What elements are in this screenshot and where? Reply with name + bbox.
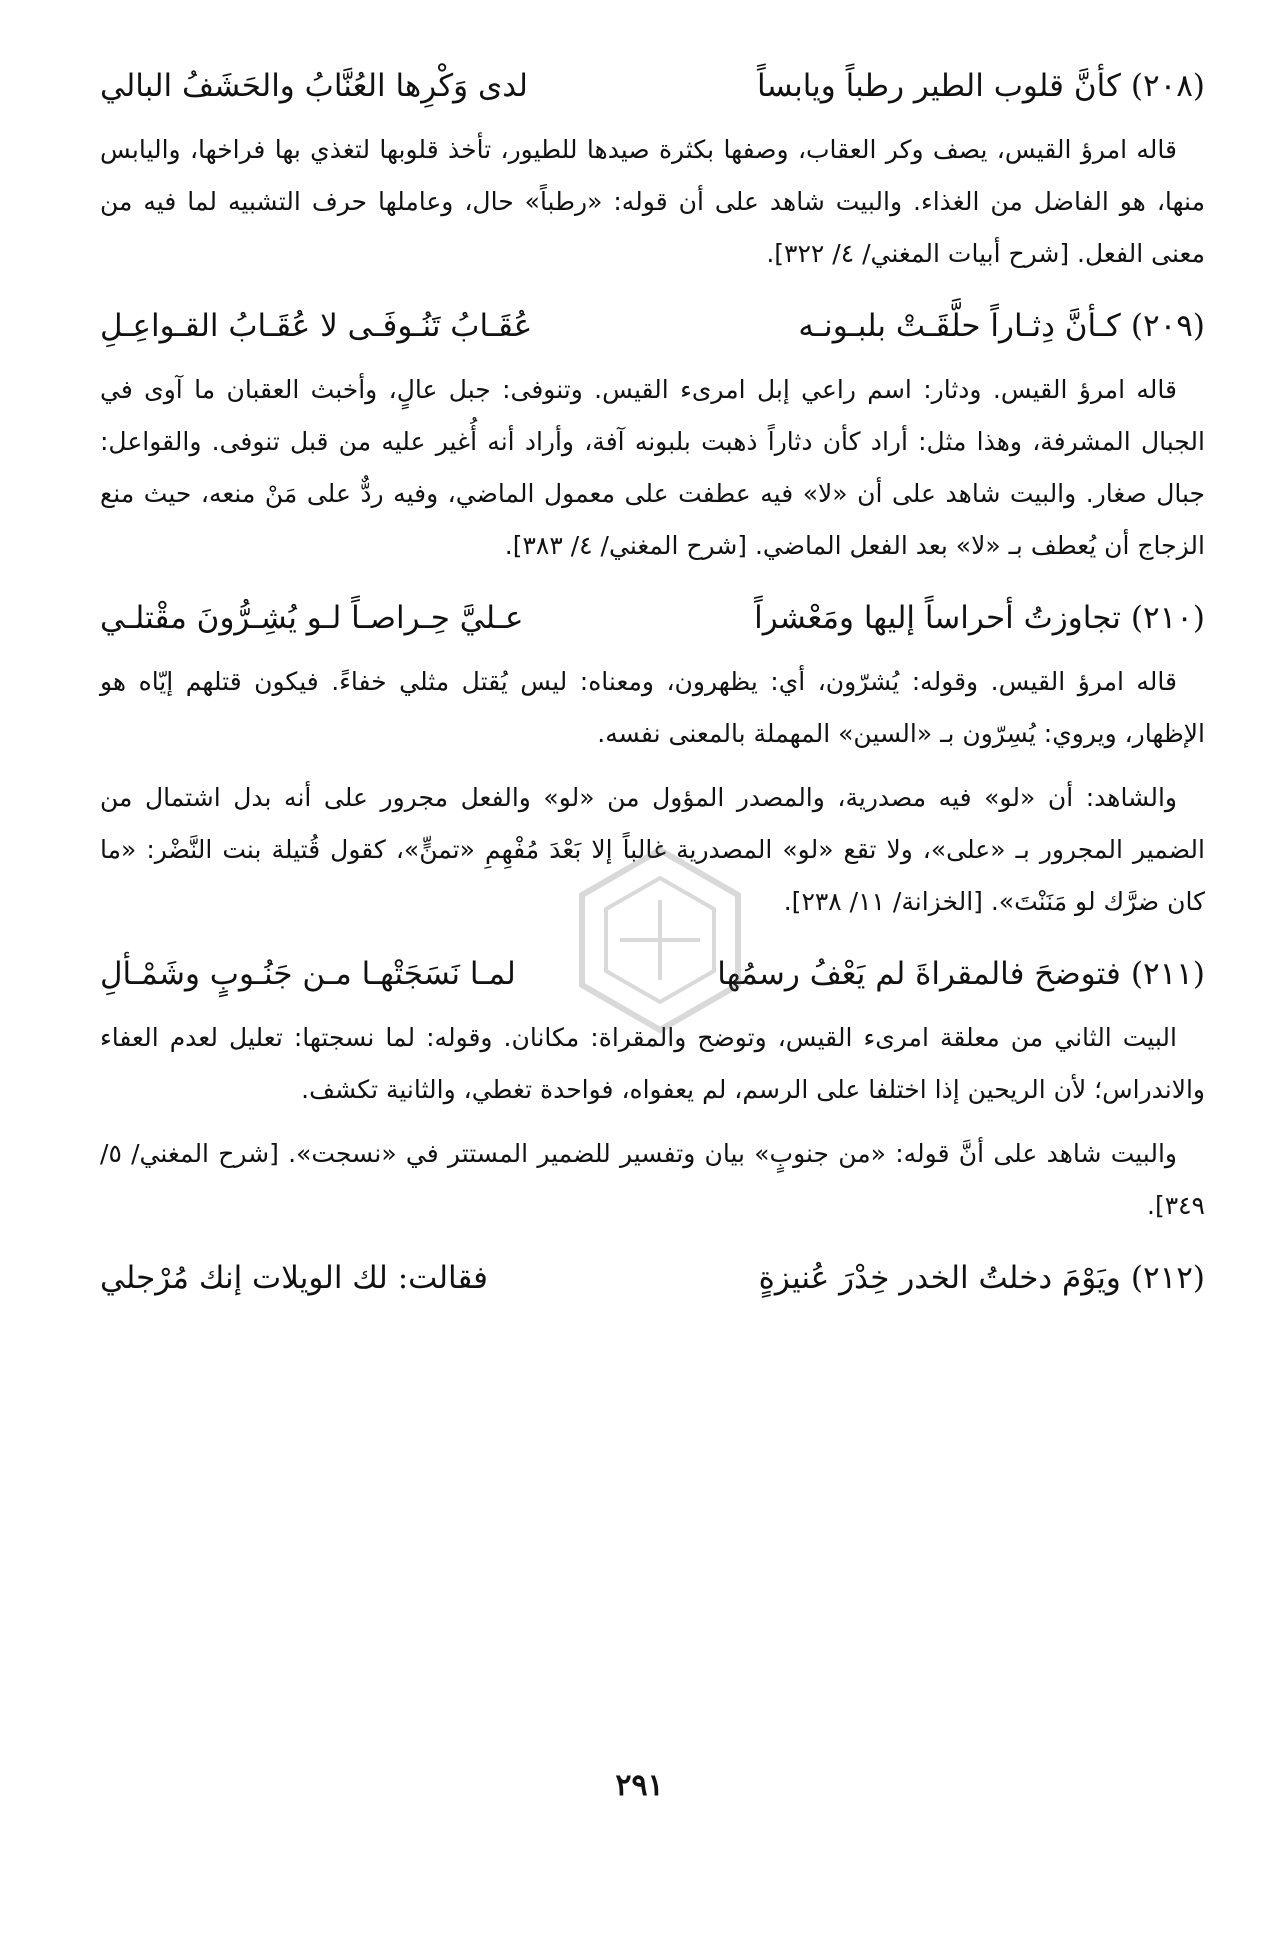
page-body — [100, 60, 1205, 1316]
verse-212 — [100, 1252, 1205, 1304]
commentary-paragraph: والشاهد: أن «لو» فيه مصدرية، والمصدر المؤول من «لو» والفعل مجرور على أنه بدل اشتمال من الضمير المجرور بـ «على»، ولا تقع «لو» المصدرية غالباً إلا بَعْدَ مُفْهِمِ «تمنٍّ»، كقول قُتيلة بنت النَّضْر: «ما كان ضرَّك لو مَنَنْتَ». [الخزانة/ ١١/ ٢٣٨]. — [100, 783, 1205, 916]
verse-first-hemistich: ويَوْمَ دخلتُ الخدر خِدْرَ عُنيزةٍ — [758, 1260, 1121, 1296]
commentary-paragraph: البيت الثاني من معلقة امرىء القيس، وتوضح والمقراة: مكانان. وقوله: لما نسجتها: تعليل لعدم العفاء والاندراس؛ لأن الريحين إذا اختلفا على الرسم، لم يعفواه، فواحدة تغطي، والثانية تكشف. — [100, 1023, 1205, 1104]
commentary-paragraph: قاله امرؤ القيس. ودثار: اسم راعي إبل امرىء القيس. وتنوفى: جبل عالٍ، وأخبث العقبان ما آوى في الجبال المشرفة، وهذا مثل: أراد كأن دثاراً ذهبت بلبونه آفة، وأراد أنه أُغير عليه من قبل تنوفى. والقواعل: جبال صغار. والبيت شاهد على أن «لا» فيه عطفت على معمول الماضي، وفيه ردٌّ على مَنْ منعه، حيث منع الزجاج أن يُعطف بـ «لا» بعد الفعل الماضي. [شرح المغني/ ٤/ ٣٨٣]. — [100, 375, 1205, 560]
page-number: ٢٩١ — [615, 1768, 664, 1803]
verse-number: (٢٠٩) — [1130, 308, 1205, 344]
verse-first-hemistich: فتوضحَ فالمقراةَ لم يَعْفُ رسمُها — [717, 956, 1121, 992]
verse-209 — [100, 300, 1205, 352]
verse-second-hemistich: لدى وَكْرِها العُنَّابُ والحَشَفُ البالي — [100, 68, 528, 104]
verse-210 — [100, 592, 1205, 644]
verse-second-hemistich: عـليَّ حِـراصـاً لـو يُشِـرُّونَ مقْتلـي — [100, 600, 524, 636]
verse-211 — [100, 948, 1205, 1000]
verse-second-hemistich: فقالت: لك الويلات إنك مُرْجلي — [100, 1260, 488, 1296]
verse-first-hemistich: تجاوزتُ أحراساً إليها ومَعْشراً — [754, 600, 1121, 636]
verse-first-hemistich: كـأنَّ دِثـاراً حلَّقَـتْ بلبـونـه — [798, 308, 1121, 344]
verse-first-hemistich: كأنَّ قلوب الطير رطباً ويابساً — [757, 68, 1121, 104]
verse-number: (٢٠٨) — [1130, 68, 1205, 104]
verse-second-hemistich: عُقَـابُ تَنُـوفَـى لا عُقَـابُ القـواعِـلِ — [100, 308, 533, 344]
verse-number: (٢١١) — [1130, 956, 1205, 992]
commentary-paragraph: والبيت شاهد على أنَّ قوله: «من جنوبٍ» بيان وتفسير للضمير المستتر في «نسجت». [شرح المغني/ ٥/ ٣٤٩]. — [100, 1139, 1205, 1220]
verse-208 — [100, 60, 1205, 112]
verse-number: (٢١٠) — [1130, 600, 1205, 636]
commentary-paragraph: قاله امرؤ القيس، يصف وكر العقاب، وصفها بكثرة صيدها للطيور، تأخذ قلوبها لتغذي بها فراخها، واليابس منها، هو الفاضل من الغذاء. والبيت شاهد على أن قوله: «رطباً» حال، وعاملها حرف التشبيه لما فيه من معنى الفعل. [شرح أبيات المغني/ ٤/ ٣٢٢]. — [100, 135, 1205, 268]
verse-number: (٢١٢) — [1130, 1260, 1205, 1296]
verse-second-hemistich: لمـا نَسَجَتْهـا مـن جَنُـوبٍ وشَمْـألِ — [100, 956, 516, 992]
commentary-paragraph: قاله امرؤ القيس. وقوله: يُشرّون، أي: يظهرون، ومعناه: ليس يُقتل مثلي خفاءً. فيكون قتلهم إيّاه هو الإظهار، ويروي: يُسِرّون بـ «السين» المهملة بالمعنى نفسه. — [100, 667, 1205, 748]
